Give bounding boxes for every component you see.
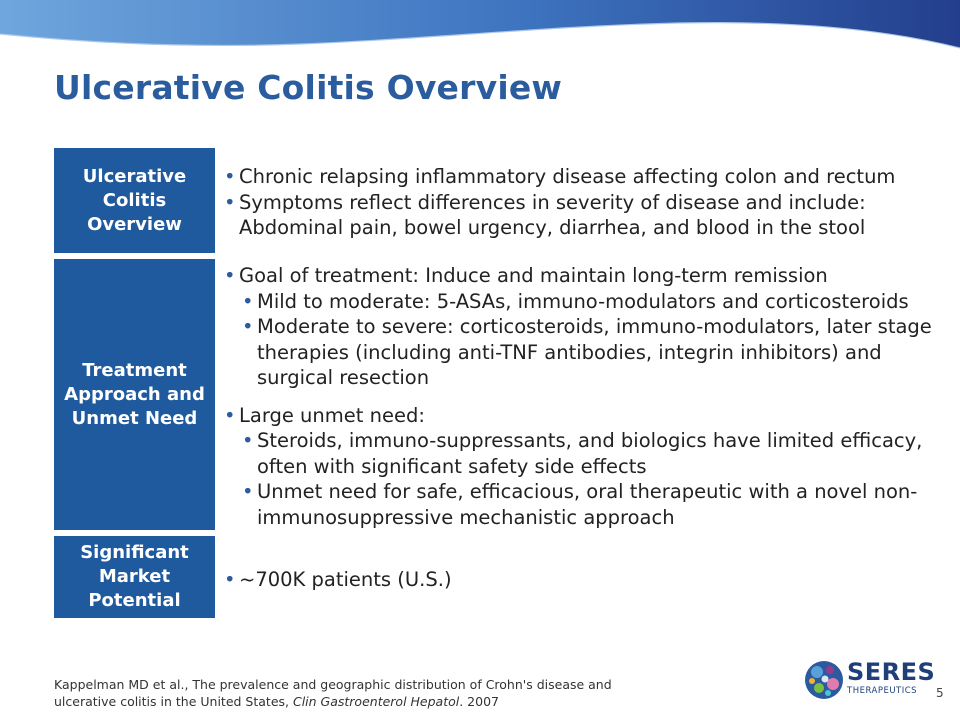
bullet-item: • Chronic relapsing inflammatory disease affecting colon and rectum — [224, 164, 934, 190]
seres-logo — [803, 658, 936, 704]
bullet-item: • Symptoms reflect differences in severity of disease and include: Abdominal pain, bowel urgency, diarrhea, and blood in the stool — [224, 190, 934, 241]
page-number: 5 — [936, 686, 944, 700]
citation-text: Kappelman MD et al., The prevalence and geographic distribution of Crohn's disease and ulcerative colitis in the United States, — [54, 677, 612, 709]
sub-bullet-item: • Mild to moderate: 5-ASAs, immuno-modulators and corticosteroids — [224, 289, 934, 315]
label-line: Ulcerative — [82, 165, 187, 187]
row-content-market — [224, 567, 934, 593]
citation-journal: Clin Gastroenterol Hepatol — [292, 694, 460, 709]
label-line: Colitis — [102, 189, 167, 211]
label-line: Approach and — [64, 383, 205, 405]
bullet-item: • Goal of treatment: Induce and maintain long-term remission — [224, 263, 934, 289]
label-line: Significant — [80, 542, 189, 563]
label-line: Unmet Need — [71, 407, 198, 429]
citation-year: . 2007 — [459, 694, 499, 709]
row-label-overview — [54, 148, 215, 253]
microbiome-globe-icon — [803, 658, 845, 702]
label-line: Treatment — [82, 359, 187, 381]
logo-subtitle: THERAPEUTICS — [847, 686, 918, 696]
sub-bullet-item: • Unmet need for safe, efficacious, oral therapeutic with a novel non-immunosuppressive mechanistic approach — [224, 479, 934, 530]
header-wave-decoration — [0, 0, 960, 60]
row-label-market — [54, 536, 215, 618]
sub-bullet-item: • Moderate to severe: corticosteroids, immuno-modulators, later stage therapies (including anti-TNF antibodies, integrin inhibitors) and surgical resection — [224, 314, 934, 391]
label-line: Overview — [87, 213, 182, 235]
label-line: Market — [98, 566, 171, 587]
slide-title: Ulcerative Colitis Overview — [54, 68, 563, 107]
citation-footnote — [54, 676, 654, 710]
row-label-treatment — [54, 259, 215, 530]
bullet-item: • Large unmet need: — [224, 403, 934, 429]
label-line: Potential — [88, 590, 181, 611]
sub-bullet-item: • Steroids, immuno-suppressants, and biologics have limited efficacy, often with significant safety side effects — [224, 428, 934, 479]
bullet-item: • ~700K patients (U.S.) — [224, 567, 934, 593]
row-content-treatment — [224, 263, 934, 530]
row-content-overview — [224, 164, 934, 241]
logo-wordmark: SERES — [847, 658, 936, 686]
